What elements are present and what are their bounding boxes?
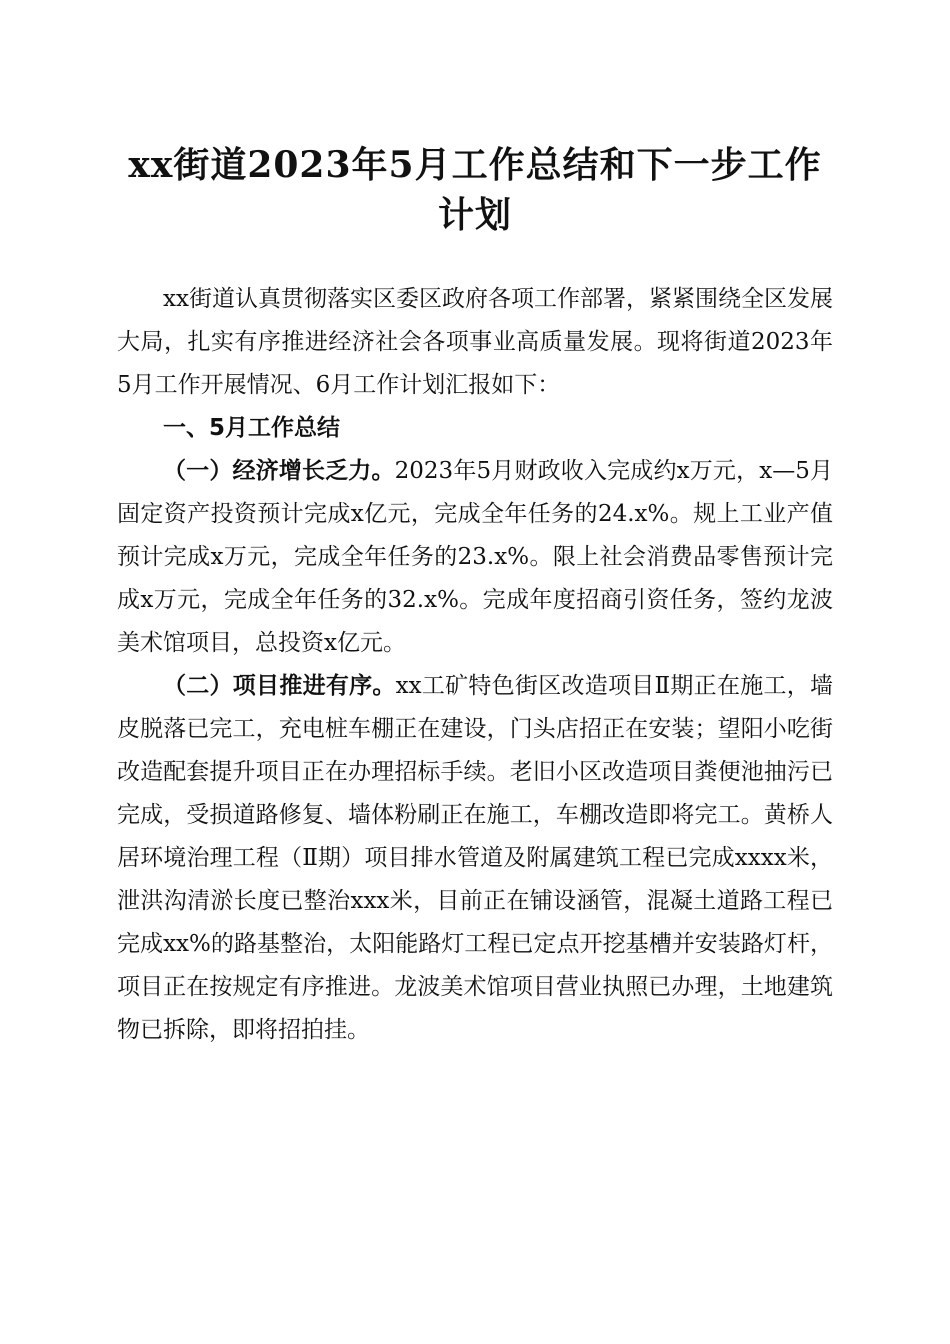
- document-body: [117, 278, 833, 1052]
- paragraph-text: xx工矿特色街区改造项目Ⅱ期正在施工，墙皮脱落已完工，充电桩车棚正在建设，门头店招正在安装；望阳小吃街改造配套提升项目正在办理招标手续。老旧小区改造项目粪便池抽污已完成，受损道路修复、墙体粉刷正在施工，车棚改造即将完工。黄桥人居环境治理工程（Ⅱ期）项目排水管道及附属建筑工程已完成xxxx米，泄洪沟清淤长度已整治xxx米，目前正在铺设涵管，混凝土道路工程已完成xx%的路基整治，太阳能路灯工程已定点开挖基槽并安装路灯杆，项目正在按规定有序推进。龙波美术馆项目营业执照已办理，土地建筑物已拆除，即将招拍挂。: [117, 673, 834, 1043]
- section-heading: 一、5月工作总结: [163, 415, 341, 441]
- projects-paragraph: [117, 665, 833, 1052]
- document-title: xx街道2023年5月工作总结和下一步工作计划: [128, 144, 822, 236]
- economy-paragraph: [117, 450, 833, 665]
- paragraph-text: 2023年5月财政收入完成约x万元，x—5月固定资产投资预计完成x亿元，完成全年任务的24.x%。规上工业产值预计完成x万元，完成全年任务的23.x%。限上社会消费品零售预计完成x万元，完成全年任务的32.x%。完成年度招商引资任务，签约龙波美术馆项目，总投资x亿元。: [117, 458, 833, 656]
- paragraph-lead: （一）经济增长乏力。: [163, 458, 395, 484]
- paragraph-lead: （二）项目推进有序。: [163, 673, 396, 699]
- intro-paragraph: xx街道认真贯彻落实区委区政府各项工作部署，紧紧围绕全区发展大局，扎实有序推进经济社会各项事业高质量发展。现将街道2023年5月工作开展情况、6月工作计划汇报如下：: [117, 286, 833, 398]
